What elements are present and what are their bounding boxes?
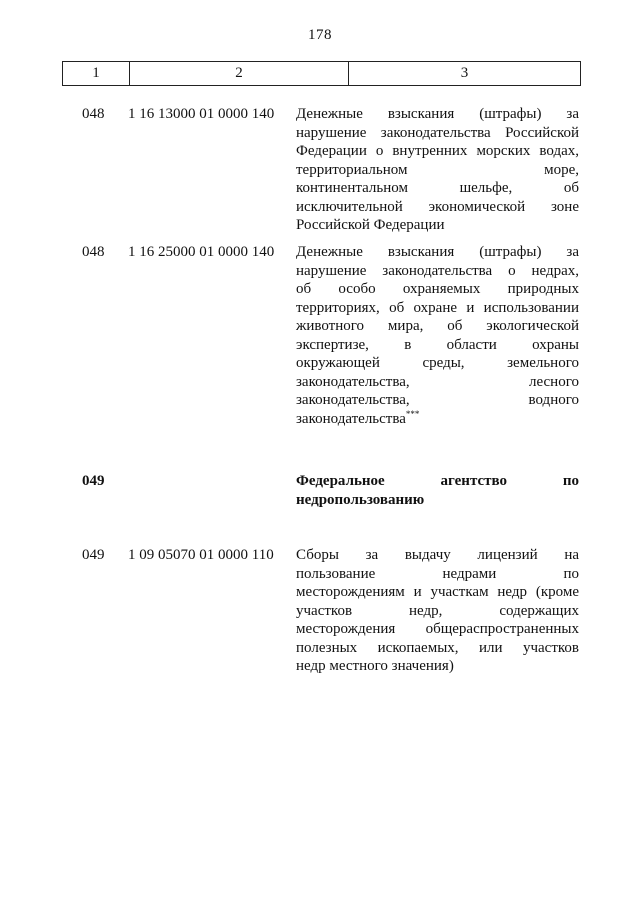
description-line: законодательства, лесного <box>296 373 579 390</box>
section-heading <box>296 472 579 509</box>
description-line: недр местного значения) <box>296 658 454 674</box>
description-line: Российской Федерации <box>296 217 445 233</box>
description-line: Денежные взыскания (штрафы) за <box>296 244 579 260</box>
budget-code: 1 16 25000 01 0000 140 <box>128 244 275 260</box>
description-line: Сборы за выдачу лицензий на <box>296 547 579 563</box>
admin-code: 048 <box>82 244 105 260</box>
header-col-3: 3 <box>460 65 469 81</box>
admin-code: 049 <box>82 473 105 489</box>
description-line: экспертизе, в области охраны <box>296 336 579 353</box>
header-col-2: 2 <box>130 62 349 85</box>
description-line: животного мира, об экологической <box>296 318 579 334</box>
header-col-1: 1 <box>63 62 130 85</box>
description <box>296 243 579 428</box>
description-line-last <box>296 410 579 429</box>
page-number: 178 <box>308 27 332 43</box>
footnote-mark: *** <box>405 408 420 419</box>
description-line: об особо охраняемых природных <box>296 281 579 297</box>
heading-line: Федеральное агентство по <box>296 473 579 489</box>
heading-line: недропользованию <box>296 491 425 508</box>
admin-code: 048 <box>82 106 105 122</box>
description-line: полезных ископаемых, или участков <box>296 639 579 656</box>
description-line: участков недр, содержащих <box>296 602 579 619</box>
description-line: территориальном море, <box>296 161 579 178</box>
description-line: пользование недрами по <box>296 565 579 582</box>
description-line: окружающей среды, земельного <box>296 355 579 371</box>
description-line: законодательства, водного <box>296 392 579 408</box>
description <box>296 546 579 676</box>
description-line: исключительной экономической зоне <box>296 198 579 215</box>
budget-code: 1 09 05070 01 0000 110 <box>128 547 274 563</box>
description-line: нарушение законодательства о недрах, <box>296 262 579 279</box>
description-line: территориях, об охране и использовании <box>296 299 579 316</box>
description <box>296 105 579 235</box>
budget-code: 1 16 13000 01 0000 140 <box>128 106 275 122</box>
description-line: континентальном шельфе, об <box>296 180 579 196</box>
admin-code: 049 <box>82 547 105 563</box>
description-line: нарушение законодательства Российской <box>296 124 579 141</box>
description-line: Денежные взыскания (штрафы) за <box>296 106 579 122</box>
description-line-text: законодательства <box>296 410 406 427</box>
description-line: месторождениям и участкам недр (кроме <box>296 584 579 600</box>
table-header <box>62 61 581 86</box>
description-line: месторождения общераспространенных <box>296 621 579 637</box>
description-line: Федерации о внутренних морских водах, <box>296 143 579 159</box>
